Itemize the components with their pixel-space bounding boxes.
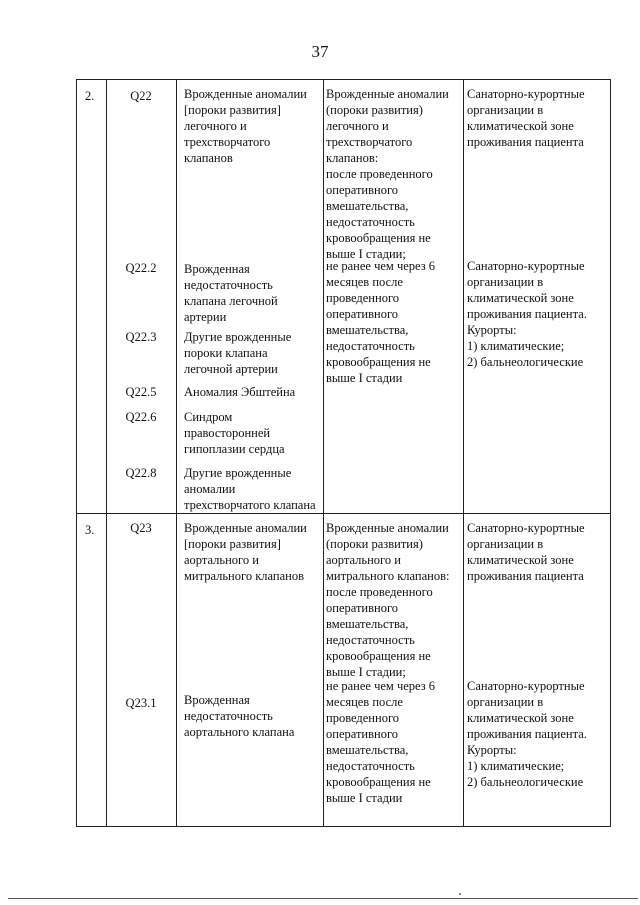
diagnosis-name: Синдром правосторонней гипоплазии сердца [184, 410, 285, 456]
diagnosis-name: Врожденная недостаточность аортального клапана [184, 693, 295, 739]
diagnosis-code: Q23.1 [125, 696, 157, 710]
diagnosis-code: Q22.2 [125, 261, 157, 275]
diagnosis-name: Врожденные аномалии [пороки развития] аортального и митрального клапанов [184, 521, 307, 583]
diagnosis-code: Q23 [130, 521, 152, 535]
diagnosis-code: Q22.5 [125, 385, 157, 399]
scan-speck [459, 893, 461, 895]
column-divider [106, 80, 107, 826]
treatment-condition: не ранее чем через 6 месяцев после проведенного оперативного вмешательства, недостаточность кровообращения не выше I стадии [326, 259, 436, 385]
diagnosis-code: Q22.6 [125, 410, 157, 424]
treatment-place: Санаторно-курортные организации в климатической зоне проживания пациента. Курорты: 1) климатические; 2) бальнеологические [467, 259, 587, 369]
treatment-condition: Врожденные аномалии (пороки развития) аортального и митрального клапанов: после проведенного оперативного вмешательства, недостаточность кровообращения не выше I стадии; [326, 521, 450, 679]
diagnosis-code: Q22.3 [125, 330, 157, 344]
scan-edge-line [8, 898, 638, 899]
row-number: 3. [85, 523, 95, 537]
diagnosis-name: Врожденные аномалии [пороки развития] легочного и трехстворчатого клапанов [184, 87, 307, 165]
diagnosis-code: Q22 [130, 89, 152, 103]
column-divider [323, 80, 324, 826]
page-number: 37 [311, 42, 329, 61]
column-divider [463, 80, 464, 826]
treatment-condition: Врожденные аномалии (пороки развития) легочного и трехстворчатого клапанов: после проведенного оперативного вмешательства, недостаточность кровообращения не выше I стадии; [326, 87, 449, 261]
indications-table [76, 79, 611, 827]
treatment-place: Санаторно-курортные организации в климатической зоне проживания пациента [467, 87, 585, 149]
treatment-place: Санаторно-курортные организации в климатической зоне проживания пациента. Курорты: 1) климатические; 2) бальнеологические [467, 679, 587, 789]
treatment-condition: не ранее чем через 6 месяцев после проведенного оперативного вмешательства, недостаточность кровообращения не выше I стадии [326, 679, 436, 805]
column-divider [176, 80, 177, 826]
diagnosis-name: Аномалия Эбштейна [184, 385, 296, 399]
diagnosis-name: Другие врожденные пороки клапана легочной артерии [184, 330, 292, 376]
diagnosis-name: Другие врожденные аномалии трехстворчатого клапана [184, 466, 316, 512]
treatment-place: Санаторно-курортные организации в климатической зоне проживания пациента [467, 521, 585, 583]
row-number: 2. [85, 89, 95, 103]
diagnosis-code: Q22.8 [125, 466, 157, 480]
diagnosis-name: Врожденная недостаточность клапана легочной артерии [184, 262, 278, 324]
row-divider [77, 513, 610, 514]
